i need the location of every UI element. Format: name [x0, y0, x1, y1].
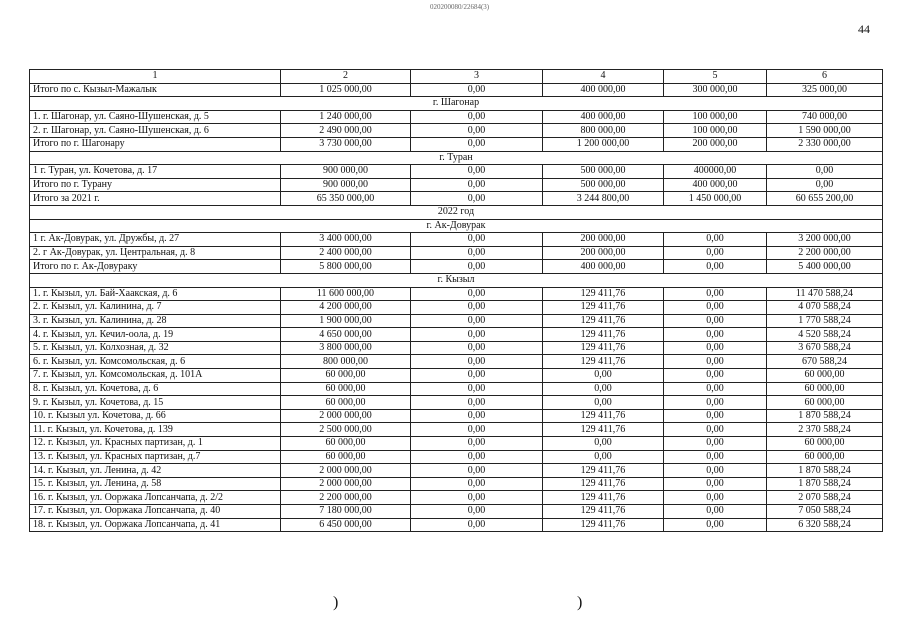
table-row: [30, 314, 883, 328]
address-cell: 16. г. Кызыл, ул. Ооржака Лопсанчапа, д. 2/2: [30, 491, 281, 505]
table-row: [30, 124, 883, 138]
column-number-row: [30, 70, 883, 84]
amount-cell: 7 050 588,24: [767, 505, 883, 519]
amount-cell: 0,00: [664, 505, 767, 519]
amount-cell: 5 800 000,00: [281, 260, 411, 274]
amount-cell: 1 025 000,00: [281, 83, 411, 97]
address-cell: Итого по г. Турану: [30, 178, 281, 192]
table-row: [30, 287, 883, 301]
table-row: [30, 518, 883, 532]
amount-cell: 1 450 000,00: [664, 192, 767, 206]
amount-cell: 129 411,76: [543, 423, 664, 437]
amount-cell: 60 000,00: [767, 396, 883, 410]
amount-cell: 3 400 000,00: [281, 233, 411, 247]
amount-cell: 100 000,00: [664, 110, 767, 124]
amount-cell: 0,00: [411, 83, 543, 97]
amount-cell: 400 000,00: [543, 83, 664, 97]
column-number: 2: [281, 70, 411, 84]
amount-cell: 0,00: [543, 437, 664, 451]
handwritten-mark: ): [333, 594, 339, 611]
amount-cell: 0,00: [543, 450, 664, 464]
amount-cell: 900 000,00: [281, 165, 411, 179]
address-cell: 1. г. Шагонар, ул. Саяно-Шушенская, д. 5: [30, 110, 281, 124]
amount-cell: 1 870 588,24: [767, 409, 883, 423]
table-row: [30, 464, 883, 478]
amount-cell: 0,00: [664, 477, 767, 491]
amount-cell: 0,00: [411, 409, 543, 423]
amount-cell: 900 000,00: [281, 178, 411, 192]
amount-cell: 0,00: [664, 233, 767, 247]
amount-cell: 60 000,00: [281, 369, 411, 383]
table-row: [30, 341, 883, 355]
amount-cell: 0,00: [411, 382, 543, 396]
amount-cell: 3 730 000,00: [281, 137, 411, 151]
amount-cell: 0,00: [411, 301, 543, 315]
table-row: [30, 450, 883, 464]
table-body: [30, 70, 883, 532]
amount-cell: 0,00: [664, 518, 767, 532]
amount-cell: 670 588,24: [767, 355, 883, 369]
amount-cell: 2 400 000,00: [281, 246, 411, 260]
amount-cell: 0,00: [411, 491, 543, 505]
amount-cell: 4 070 588,24: [767, 301, 883, 315]
amount-cell: 0,00: [411, 246, 543, 260]
section-label: г. Туран: [30, 151, 883, 165]
section-label: г. Шагонар: [30, 97, 883, 111]
amount-cell: 60 000,00: [767, 369, 883, 383]
amount-cell: 1 900 000,00: [281, 314, 411, 328]
amount-cell: 0,00: [664, 328, 767, 342]
amount-cell: 0,00: [664, 246, 767, 260]
amount-cell: 0,00: [411, 178, 543, 192]
amount-cell: 0,00: [411, 260, 543, 274]
amount-cell: 4 200 000,00: [281, 301, 411, 315]
amount-cell: 2 500 000,00: [281, 423, 411, 437]
column-number: 1: [30, 70, 281, 84]
amount-cell: 0,00: [411, 328, 543, 342]
table-row: [30, 437, 883, 451]
amount-cell: 0,00: [411, 369, 543, 383]
amount-cell: 0,00: [664, 301, 767, 315]
address-cell: 15. г. Кызыл, ул. Ленина, д. 58: [30, 477, 281, 491]
amount-cell: 2 490 000,00: [281, 124, 411, 138]
address-cell: 6. г. Кызыл, ул. Комсомольская, д. 6: [30, 355, 281, 369]
amount-cell: 800 000,00: [281, 355, 411, 369]
section-label: 2022 год: [30, 205, 883, 219]
amount-cell: 200 000,00: [543, 246, 664, 260]
amount-cell: 129 411,76: [543, 491, 664, 505]
table-row: [30, 382, 883, 396]
section-header-row: [30, 97, 883, 111]
amount-cell: 200 000,00: [543, 233, 664, 247]
amount-cell: 800 000,00: [543, 124, 664, 138]
amount-cell: 129 411,76: [543, 518, 664, 532]
address-cell: 2. г Ак-Довурак, ул. Центральная, д. 8: [30, 246, 281, 260]
table-row: [30, 396, 883, 410]
amount-cell: 4 520 588,24: [767, 328, 883, 342]
address-cell: 5. г. Кызыл, ул. Колхозная, д. 32: [30, 341, 281, 355]
amount-cell: 100 000,00: [664, 124, 767, 138]
amount-cell: 129 411,76: [543, 314, 664, 328]
table-row: [30, 369, 883, 383]
amount-cell: 60 000,00: [281, 396, 411, 410]
table-row: [30, 233, 883, 247]
amount-cell: 1 200 000,00: [543, 137, 664, 151]
amount-cell: 500 000,00: [543, 178, 664, 192]
table-row: [30, 301, 883, 315]
amount-cell: 0,00: [543, 369, 664, 383]
amount-cell: 0,00: [411, 477, 543, 491]
table-row: [30, 137, 883, 151]
address-cell: 18. г. Кызыл, ул. Ооржака Лопсанчапа, д. 41: [30, 518, 281, 532]
table-row: [30, 110, 883, 124]
amount-cell: 3 200 000,00: [767, 233, 883, 247]
amount-cell: 0,00: [411, 124, 543, 138]
amount-cell: 11 600 000,00: [281, 287, 411, 301]
amount-cell: 129 411,76: [543, 505, 664, 519]
amount-cell: 0,00: [664, 382, 767, 396]
amount-cell: 6 450 000,00: [281, 518, 411, 532]
column-number: 4: [543, 70, 664, 84]
amount-cell: 3 800 000,00: [281, 341, 411, 355]
amount-cell: 129 411,76: [543, 287, 664, 301]
amount-cell: 0,00: [411, 505, 543, 519]
amount-cell: 129 411,76: [543, 409, 664, 423]
amount-cell: 129 411,76: [543, 355, 664, 369]
amount-cell: 0,00: [664, 314, 767, 328]
amount-cell: 129 411,76: [543, 301, 664, 315]
column-number: 5: [664, 70, 767, 84]
amount-cell: 400 000,00: [543, 110, 664, 124]
amount-cell: 0,00: [664, 341, 767, 355]
section-header-row: [30, 205, 883, 219]
table-row: [30, 260, 883, 274]
amount-cell: 2 000 000,00: [281, 409, 411, 423]
amount-cell: 400 000,00: [664, 178, 767, 192]
amount-cell: 129 411,76: [543, 477, 664, 491]
amount-cell: 2 200 000,00: [767, 246, 883, 260]
amount-cell: 0,00: [411, 287, 543, 301]
address-cell: 9. г. Кызыл, ул. Кочетова, д. 15: [30, 396, 281, 410]
address-cell: 12. г. Кызыл, ул. Красных партизан, д. 1: [30, 437, 281, 451]
table-row: [30, 409, 883, 423]
amount-cell: 5 400 000,00: [767, 260, 883, 274]
amount-cell: 0,00: [411, 464, 543, 478]
amount-cell: 0,00: [411, 450, 543, 464]
address-cell: 10. г. Кызыл ул. Кочетова, д. 66: [30, 409, 281, 423]
address-cell: Итого по с. Кызыл-Мажалык: [30, 83, 281, 97]
column-number: 3: [411, 70, 543, 84]
table-row: [30, 423, 883, 437]
address-cell: Итого по г. Ак-Довураку: [30, 260, 281, 274]
address-cell: 7. г. Кызыл, ул. Комсомольская, д. 101А: [30, 369, 281, 383]
table-row: [30, 477, 883, 491]
address-cell: 2. г. Шагонар, ул. Саяно-Шушенская, д. 6: [30, 124, 281, 138]
amount-cell: 60 000,00: [281, 437, 411, 451]
amount-cell: 2 000 000,00: [281, 464, 411, 478]
address-cell: 1 г. Туран, ул. Кочетова, д. 17: [30, 165, 281, 179]
amount-cell: 0,00: [411, 110, 543, 124]
table-row: [30, 491, 883, 505]
amount-cell: 0,00: [411, 355, 543, 369]
address-cell: Итого за 2021 г.: [30, 192, 281, 206]
amount-cell: 1 770 588,24: [767, 314, 883, 328]
amount-cell: 129 411,76: [543, 328, 664, 342]
table-row: [30, 328, 883, 342]
table-row: [30, 505, 883, 519]
address-cell: 8. г. Кызыл, ул. Кочетова, д. 6: [30, 382, 281, 396]
table-row: [30, 355, 883, 369]
address-cell: 1 г. Ак-Довурак, ул. Дружбы, д. 27: [30, 233, 281, 247]
amount-cell: 2 070 588,24: [767, 491, 883, 505]
amount-cell: 7 180 000,00: [281, 505, 411, 519]
amount-cell: 2 000 000,00: [281, 477, 411, 491]
amount-cell: 0,00: [411, 137, 543, 151]
amount-cell: 740 000,00: [767, 110, 883, 124]
address-cell: 1. г. Кызыл, ул. Бай-Хаакская, д. 6: [30, 287, 281, 301]
table-row: [30, 165, 883, 179]
amount-cell: 0,00: [664, 423, 767, 437]
amount-cell: 60 000,00: [767, 450, 883, 464]
amount-cell: 0,00: [664, 464, 767, 478]
amount-cell: 1 240 000,00: [281, 110, 411, 124]
table-row: [30, 178, 883, 192]
amount-cell: 0,00: [411, 341, 543, 355]
amount-cell: 0,00: [664, 437, 767, 451]
amount-cell: 3 244 800,00: [543, 192, 664, 206]
funding-table: [29, 69, 883, 532]
amount-cell: 0,00: [543, 396, 664, 410]
amount-cell: 0,00: [664, 491, 767, 505]
amount-cell: 11 470 588,24: [767, 287, 883, 301]
section-header-row: [30, 151, 883, 165]
amount-cell: 2 330 000,00: [767, 137, 883, 151]
amount-cell: 400 000,00: [543, 260, 664, 274]
amount-cell: 60 000,00: [767, 437, 883, 451]
amount-cell: 0,00: [411, 518, 543, 532]
address-cell: 3. г. Кызыл, ул. Калинина, д. 28: [30, 314, 281, 328]
amount-cell: 0,00: [664, 369, 767, 383]
amount-cell: 2 370 588,24: [767, 423, 883, 437]
amount-cell: 6 320 588,24: [767, 518, 883, 532]
table-row: [30, 192, 883, 206]
document-header-code: 020200080/22684(3): [430, 3, 490, 11]
section-label: г. Ак-Довурак: [30, 219, 883, 233]
amount-cell: 0,00: [543, 382, 664, 396]
column-number: 6: [767, 70, 883, 84]
amount-cell: 0,00: [664, 396, 767, 410]
section-header-row: [30, 219, 883, 233]
amount-cell: 1 870 588,24: [767, 464, 883, 478]
amount-cell: 1 590 000,00: [767, 124, 883, 138]
amount-cell: 1 870 588,24: [767, 477, 883, 491]
address-cell: 11. г. Кызыл, ул. Кочетова, д. 139: [30, 423, 281, 437]
amount-cell: 500 000,00: [543, 165, 664, 179]
table-row: [30, 246, 883, 260]
amount-cell: 0,00: [411, 423, 543, 437]
address-cell: 14. г. Кызыл, ул. Ленина, д. 42: [30, 464, 281, 478]
amount-cell: 0,00: [767, 178, 883, 192]
amount-cell: 60 000,00: [281, 382, 411, 396]
amount-cell: 0,00: [411, 192, 543, 206]
amount-cell: 60 000,00: [767, 382, 883, 396]
amount-cell: 0,00: [411, 437, 543, 451]
amount-cell: 0,00: [767, 165, 883, 179]
amount-cell: 0,00: [664, 287, 767, 301]
amount-cell: 2 200 000,00: [281, 491, 411, 505]
address-cell: 4. г. Кызыл, ул. Кечил-оола, д. 19: [30, 328, 281, 342]
handwritten-mark: ): [577, 594, 583, 611]
section-label: г. Кызыл: [30, 273, 883, 287]
section-header-row: [30, 273, 883, 287]
page-number: 44: [858, 22, 870, 36]
amount-cell: 0,00: [664, 409, 767, 423]
amount-cell: 325 000,00: [767, 83, 883, 97]
amount-cell: 0,00: [664, 355, 767, 369]
amount-cell: 0,00: [411, 233, 543, 247]
amount-cell: 3 670 588,24: [767, 341, 883, 355]
amount-cell: 60 655 200,00: [767, 192, 883, 206]
amount-cell: 0,00: [664, 260, 767, 274]
amount-cell: 200 000,00: [664, 137, 767, 151]
address-cell: 2. г. Кызыл, ул. Калинина, д. 7: [30, 301, 281, 315]
amount-cell: 129 411,76: [543, 464, 664, 478]
table-row: [30, 83, 883, 97]
address-cell: 13. г. Кызыл, ул. Красных партизан, д.7: [30, 450, 281, 464]
amount-cell: 0,00: [411, 165, 543, 179]
amount-cell: 400000,00: [664, 165, 767, 179]
amount-cell: 0,00: [411, 396, 543, 410]
amount-cell: 65 350 000,00: [281, 192, 411, 206]
amount-cell: 0,00: [411, 314, 543, 328]
amount-cell: 129 411,76: [543, 341, 664, 355]
amount-cell: 60 000,00: [281, 450, 411, 464]
address-cell: Итого по г. Шагонару: [30, 137, 281, 151]
amount-cell: 0,00: [664, 450, 767, 464]
amount-cell: 300 000,00: [664, 83, 767, 97]
amount-cell: 4 650 000,00: [281, 328, 411, 342]
address-cell: 17. г. Кызыл, ул. Ооржака Лопсанчапа, д. 40: [30, 505, 281, 519]
